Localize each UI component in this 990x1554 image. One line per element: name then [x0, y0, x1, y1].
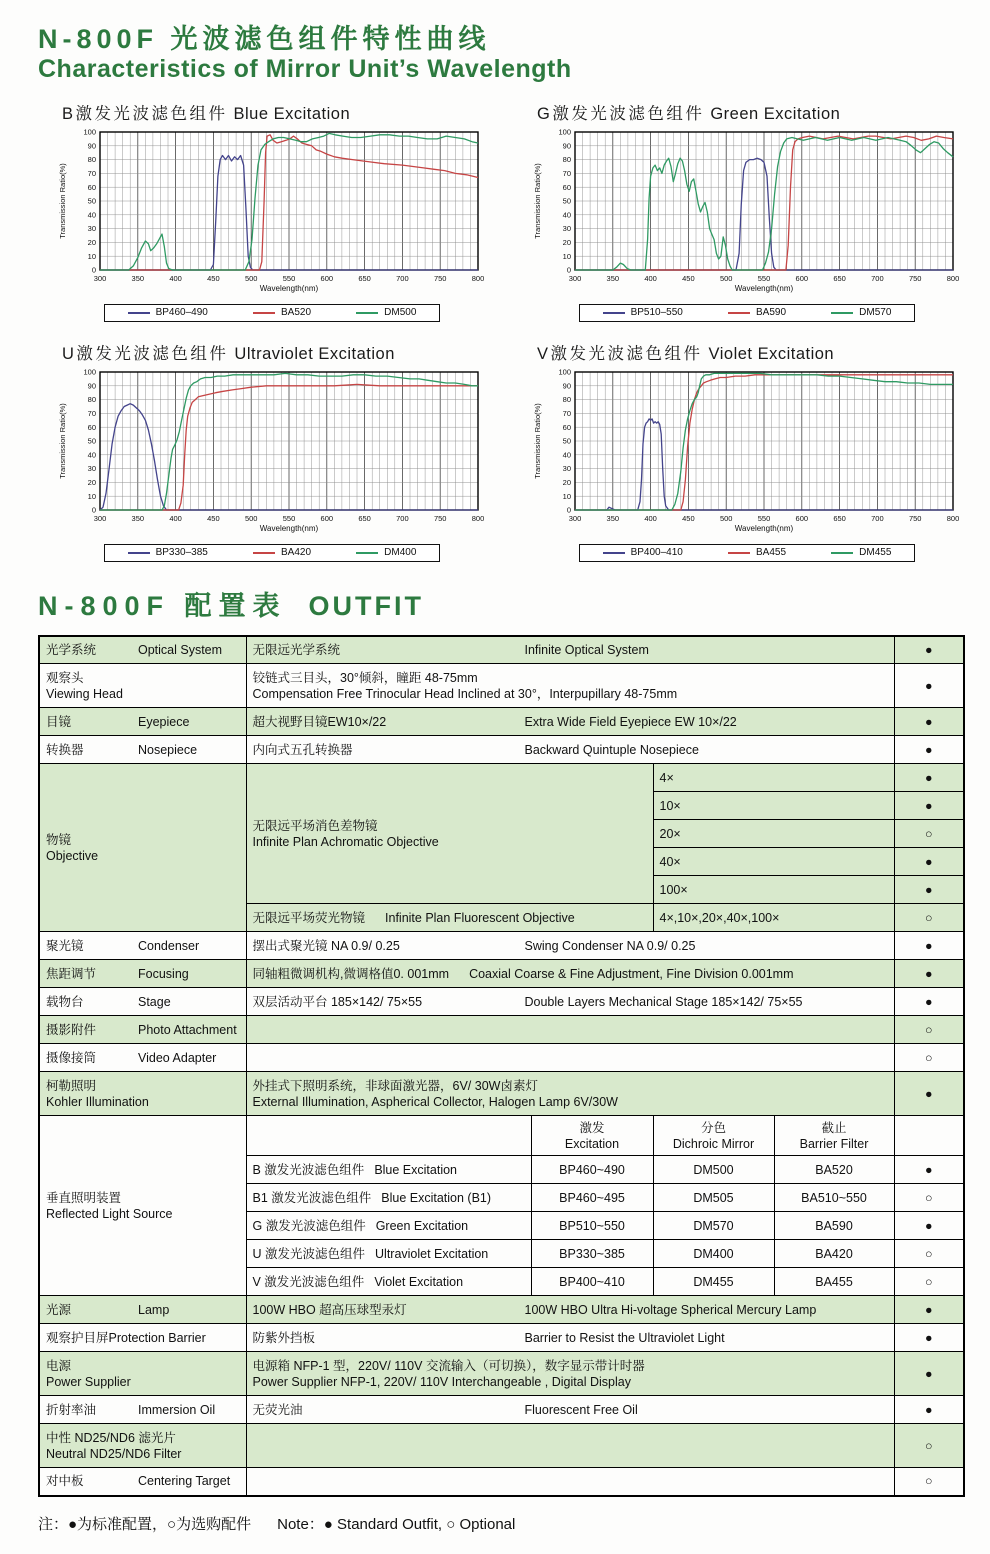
centering-target-mark: ○ — [894, 1468, 964, 1496]
svg-text:40: 40 — [87, 450, 96, 460]
filter-green-name: G 激发光波滤色组件 Green Excitation — [246, 1212, 531, 1240]
photo-attachment-desc — [246, 1016, 894, 1044]
svg-text:50: 50 — [562, 196, 571, 206]
svg-text:500: 500 — [244, 513, 258, 523]
stage-desc: 双层活动平台 185×142/ 75×55 Double Layers Mechanical Stage 185×142/ 75×55 — [246, 988, 894, 1016]
legend-line-swatch — [831, 552, 853, 554]
chart-title-green-en: Green Excitation — [710, 104, 841, 123]
legend-line-swatch — [253, 552, 275, 554]
row-video-adapter — [39, 1044, 964, 1072]
condenser-desc: 摆出式聚光镜 NA 0.9/ 0.25 Swing Condenser NA 0.9/ 0.25 — [246, 932, 894, 960]
filter-header-dichroic: 分色 Dichroic Mirror — [653, 1116, 774, 1156]
objective-mag-10x-mark: ● — [894, 792, 964, 820]
legend-label: DM500 — [384, 307, 417, 319]
filter-blue-excitation: BP460~490 — [531, 1156, 653, 1184]
optical-system-label — [39, 636, 246, 664]
svg-text:60: 60 — [87, 182, 96, 192]
svg-text:0: 0 — [91, 265, 96, 275]
svg-text:Transmission Ratio(%): Transmission Ratio(%) — [533, 403, 542, 479]
svg-text:Wavelength(nm): Wavelength(nm) — [259, 283, 319, 293]
objective-mag-20x: 20× — [653, 820, 894, 848]
svg-text:550: 550 — [757, 513, 771, 523]
objective-mag-100x-mark: ● — [894, 876, 964, 904]
immersion-oil-label: 折射率油 Immersion Oil — [39, 1396, 246, 1424]
svg-text:750: 750 — [908, 273, 922, 283]
viewing-head-desc: 铰链式三目头，30°倾斜，瞳距 48-75mm Compensation Free Trinocular Head Inclined at 30°，Interpupillary 48-75mm — [246, 664, 894, 708]
legend-label: DM570 — [859, 307, 892, 319]
svg-text:90: 90 — [87, 141, 96, 151]
legend-item — [831, 547, 891, 558]
legend-item — [831, 307, 891, 318]
legend-label: BA590 — [755, 307, 787, 319]
legend-item — [253, 547, 311, 558]
chart-title-ultraviolet-en: Ultraviolet Excitation — [234, 344, 395, 363]
chart-title-green-zh: G激发光波滤色组件 — [537, 104, 705, 123]
legend-label: BP400–410 — [630, 547, 683, 559]
svg-text:400: 400 — [169, 513, 182, 523]
objective-mag-4x-mark: ● — [894, 764, 964, 792]
svg-text:Transmission Ratio(%): Transmission Ratio(%) — [533, 163, 542, 239]
row-eyepiece — [39, 708, 964, 736]
legend-line-swatch — [728, 312, 750, 314]
photo-attachment-mark: ○ — [894, 1016, 964, 1044]
filter-blue-barrier: BA520 — [774, 1156, 894, 1184]
legend-label: BP460–490 — [155, 307, 208, 319]
svg-text:100: 100 — [83, 127, 96, 137]
svg-text:50: 50 — [562, 436, 571, 446]
svg-text:800: 800 — [946, 513, 960, 523]
svg-text:400: 400 — [644, 513, 657, 523]
svg-text:20: 20 — [562, 477, 571, 487]
svg-text:0: 0 — [566, 505, 571, 515]
row-immersion-oil — [39, 1396, 964, 1424]
svg-text:650: 650 — [833, 273, 846, 283]
objective-label: 物镜 Objective — [39, 764, 246, 932]
chart-block-blue-excitation — [56, 100, 486, 322]
chart-title-green — [537, 100, 961, 124]
page-title-zh: N-800F 光波滤色组件特性曲线 — [38, 24, 491, 54]
outfit-heading-zh: N-800F 配置表 — [38, 590, 287, 621]
objective-mag-20x-mark: ○ — [894, 820, 964, 848]
row-objective-4x — [39, 764, 964, 792]
photo-attachment-label: 摄影附件 Photo Attachment — [39, 1016, 246, 1044]
chart-block-ultraviolet-excitation — [56, 340, 486, 562]
legend-label: BA520 — [280, 307, 312, 319]
svg-text:0: 0 — [566, 265, 571, 275]
filter-violet-excitation: BP400~410 — [531, 1268, 653, 1296]
row-power-supplier — [39, 1352, 964, 1396]
svg-text:800: 800 — [946, 273, 960, 283]
svg-text:80: 80 — [87, 154, 96, 164]
chart-title-ultraviolet-zh: U激发光波滤色组件 — [62, 344, 229, 363]
centering-target-label: 对中板 Centering Target — [39, 1468, 246, 1496]
focusing-mark: ● — [894, 960, 964, 988]
protection-barrier-label: 观察护目屏Protection Barrier — [39, 1324, 246, 1352]
stage-mark: ● — [894, 988, 964, 1016]
filter-ultraviolet-excitation: BP330~385 — [531, 1240, 653, 1268]
svg-text:Wavelength(nm): Wavelength(nm) — [259, 523, 319, 533]
legend-label: BA420 — [280, 547, 312, 559]
optical-system-label-zh: 光学系统 — [46, 642, 97, 657]
svg-text:40: 40 — [562, 210, 571, 220]
eyepiece-label: 目镜 Eyepiece — [39, 708, 246, 736]
svg-text:300: 300 — [93, 273, 107, 283]
eyepiece-mark: ● — [894, 708, 964, 736]
legend-line-swatch — [831, 312, 853, 314]
page-title-en: Characteristics of Mirror Unit’s Wavelength — [38, 55, 572, 84]
legend-line-swatch — [728, 552, 750, 554]
svg-text:400: 400 — [169, 273, 182, 283]
filter-green-dichroic: DM570 — [653, 1212, 774, 1240]
svg-text:70: 70 — [87, 168, 96, 178]
neutral-filter-desc — [246, 1424, 894, 1468]
legend-item — [128, 547, 208, 558]
row-stage — [39, 988, 964, 1016]
chart-title-violet-en: Violet Excitation — [708, 344, 835, 363]
svg-text:20: 20 — [562, 237, 571, 247]
svg-text:350: 350 — [606, 513, 620, 523]
kohler-label: 柯勒照明 Kohler Illumination — [39, 1072, 246, 1116]
svg-text:750: 750 — [433, 513, 447, 523]
legend-label: BP330–385 — [155, 547, 208, 559]
svg-text:60: 60 — [87, 422, 96, 432]
ultraviolet-excitation-chart — [56, 367, 486, 542]
legend-label: DM455 — [859, 547, 892, 559]
power-supplier-mark: ● — [894, 1352, 964, 1396]
svg-text:500: 500 — [244, 273, 258, 283]
svg-text:300: 300 — [93, 513, 107, 523]
legend-item — [253, 307, 311, 318]
objective-fluorescent-mags: 4×,10×,20×,40×,100× — [653, 904, 894, 932]
chart-block-violet-excitation — [531, 340, 961, 562]
chart-title-blue-en: Blue Excitation — [233, 104, 351, 123]
nosepiece-mark: ● — [894, 736, 964, 764]
svg-text:800: 800 — [471, 273, 485, 283]
objective-mag-4x: 4× — [653, 764, 894, 792]
condenser-label: 聚光镜 Condenser — [39, 932, 246, 960]
svg-text:550: 550 — [282, 273, 296, 283]
green-excitation-chart — [531, 127, 961, 302]
row-filter-header — [39, 1116, 964, 1156]
ultraviolet-excitation-legend — [104, 544, 440, 562]
svg-text:700: 700 — [871, 273, 884, 283]
condenser-mark: ● — [894, 932, 964, 960]
row-neutral-filter — [39, 1424, 964, 1468]
charts-section — [38, 100, 963, 562]
outfit-heading — [38, 584, 963, 623]
objective-fluorescent-mark: ○ — [894, 904, 964, 932]
video-adapter-mark: ○ — [894, 1044, 964, 1072]
blue-excitation-chart — [56, 127, 486, 302]
optical-system-label-en: Optical System — [138, 642, 223, 657]
svg-text:80: 80 — [87, 394, 96, 404]
immersion-oil-mark: ● — [894, 1396, 964, 1424]
svg-text:10: 10 — [562, 251, 571, 261]
svg-text:Transmission Ratio(%): Transmission Ratio(%) — [58, 403, 67, 479]
svg-text:550: 550 — [282, 513, 296, 523]
svg-text:700: 700 — [871, 513, 884, 523]
focusing-desc: 同轴粗微调机构,微调格值0. 001mm Coaxial Coarse & Fine Adjustment, Fine Division 0.001mm — [246, 960, 894, 988]
legend-line-swatch — [356, 312, 378, 314]
objective-fluorescent-desc: 无限远平场荧光物镜 Infinite Plan Fluorescent Objective — [246, 904, 653, 932]
legend-line-swatch — [128, 552, 150, 554]
svg-text:700: 700 — [396, 513, 409, 523]
svg-text:40: 40 — [87, 210, 96, 220]
svg-text:650: 650 — [833, 513, 846, 523]
svg-text:600: 600 — [320, 273, 334, 283]
svg-text:90: 90 — [562, 141, 571, 151]
svg-text:Wavelength(nm): Wavelength(nm) — [734, 523, 794, 533]
blue-excitation-legend — [104, 304, 440, 322]
chart-title-ultraviolet — [62, 340, 486, 364]
neutral-filter-mark: ○ — [894, 1424, 964, 1468]
chart-block-green-excitation — [531, 100, 961, 322]
svg-text:10: 10 — [87, 251, 96, 261]
filter-violet-mark: ○ — [894, 1268, 964, 1296]
svg-text:30: 30 — [87, 463, 96, 473]
filter-ultraviolet-dichroic: DM400 — [653, 1240, 774, 1268]
row-optical-system — [39, 636, 964, 664]
kohler-desc: 外挂式下照明系统，非球面激光器，6V/ 30W卤素灯 External Illumination, Aspherical Collector, Halogen Lamp 6V/30W — [246, 1072, 894, 1116]
svg-text:50: 50 — [87, 196, 96, 206]
svg-text:Transmission Ratio(%): Transmission Ratio(%) — [58, 163, 67, 239]
svg-text:600: 600 — [795, 513, 809, 523]
svg-text:400: 400 — [644, 273, 657, 283]
power-supplier-desc: 电源箱 NFP-1 型，220V/ 110V 交流输入（可切换），数字显示带计时器 Power Supplier NFP-1, 220V/ 110V Interchangeable , Digital Display — [246, 1352, 894, 1396]
immersion-oil-desc: 无荧光油 Fluorescent Free Oil — [246, 1396, 894, 1424]
protection-barrier-mark: ● — [894, 1324, 964, 1352]
svg-text:100: 100 — [558, 367, 571, 377]
svg-text:600: 600 — [320, 513, 334, 523]
filter-green-excitation: BP510~550 — [531, 1212, 653, 1240]
svg-text:450: 450 — [207, 273, 220, 283]
svg-text:80: 80 — [562, 154, 571, 164]
centering-target-desc — [246, 1468, 894, 1496]
legend-label: BP510–550 — [630, 307, 683, 319]
legend-line-swatch — [128, 312, 150, 314]
optical-system-mark: ● — [894, 636, 964, 664]
objective-mag-100x: 100× — [653, 876, 894, 904]
row-nosepiece — [39, 736, 964, 764]
legend-line-swatch — [603, 312, 625, 314]
filter-blue-dichroic: DM500 — [653, 1156, 774, 1184]
svg-text:650: 650 — [358, 273, 371, 283]
main-header — [38, 24, 963, 84]
svg-text:350: 350 — [606, 273, 620, 283]
objective-mag-10x: 10× — [653, 792, 894, 820]
legend-item — [356, 547, 416, 558]
row-centering-target — [39, 1468, 964, 1496]
svg-text:40: 40 — [562, 450, 571, 460]
legend-item — [603, 547, 683, 558]
svg-text:450: 450 — [682, 513, 695, 523]
svg-text:650: 650 — [358, 513, 371, 523]
legend-item — [728, 547, 786, 558]
footnote-en: Note：● Standard Outfit, ○ Optional — [277, 1515, 516, 1533]
svg-text:0: 0 — [91, 505, 96, 515]
svg-text:750: 750 — [908, 513, 922, 523]
filter-green-mark: ● — [894, 1212, 964, 1240]
svg-text:90: 90 — [87, 381, 96, 391]
legend-line-swatch — [253, 312, 275, 314]
objective-mag-40x-mark: ● — [894, 848, 964, 876]
svg-text:60: 60 — [562, 182, 571, 192]
legend-item — [356, 307, 416, 318]
filter-blue-b1-mark: ○ — [894, 1184, 964, 1212]
svg-text:300: 300 — [568, 513, 582, 523]
svg-text:70: 70 — [87, 408, 96, 418]
video-adapter-desc — [246, 1044, 894, 1072]
violet-excitation-legend — [579, 544, 915, 562]
row-condenser — [39, 932, 964, 960]
filter-violet-barrier: BA455 — [774, 1268, 894, 1296]
svg-text:350: 350 — [131, 273, 145, 283]
filter-blue-b1-name: B1 激发光波滤色组件 Blue Excitation (B1) — [246, 1184, 531, 1212]
svg-text:Wavelength(nm): Wavelength(nm) — [734, 283, 794, 293]
filter-blue-name: B 激发光波滤色组件 Blue Excitation — [246, 1156, 531, 1184]
outfit-table — [38, 635, 965, 1497]
svg-text:30: 30 — [87, 223, 96, 233]
svg-text:70: 70 — [562, 168, 571, 178]
row-photo-attachment — [39, 1016, 964, 1044]
objective-mag-40x: 40× — [653, 848, 894, 876]
footnote-zh: 注：●为标准配置，○为选购配件 — [38, 1515, 252, 1533]
svg-text:20: 20 — [87, 237, 96, 247]
kohler-mark: ● — [894, 1072, 964, 1116]
svg-text:450: 450 — [682, 273, 695, 283]
nosepiece-desc: 内向式五孔转换器 Backward Quintuple Nosepiece — [246, 736, 894, 764]
chart-title-violet-zh: V激发光波滤色组件 — [537, 344, 703, 363]
video-adapter-label: 摄像接筒 Video Adapter — [39, 1044, 246, 1072]
lamp-mark: ● — [894, 1296, 964, 1324]
svg-text:60: 60 — [562, 422, 571, 432]
row-kohler-illumination — [39, 1072, 964, 1116]
filter-blue-mark: ● — [894, 1156, 964, 1184]
row-viewing-head — [39, 664, 964, 708]
row-protection-barrier — [39, 1324, 964, 1352]
svg-text:600: 600 — [795, 273, 809, 283]
viewing-head-mark: ● — [894, 664, 964, 708]
legend-line-swatch — [356, 552, 378, 554]
protection-barrier-desc: 防紫外挡板 Barrier to Resist the Ultraviolet Light — [246, 1324, 894, 1352]
svg-text:750: 750 — [433, 273, 447, 283]
filter-blue-b1-excitation: BP460~495 — [531, 1184, 653, 1212]
svg-text:80: 80 — [562, 394, 571, 404]
chart-title-violet — [537, 340, 961, 364]
nosepiece-label: 转换器 Nosepiece — [39, 736, 246, 764]
eyepiece-desc: 超大视野目镜EW10×/22 Extra Wide Field Eyepiece EW 10×/22 — [246, 708, 894, 736]
chart-title-blue-zh: B激发光波滤色组件 — [62, 104, 228, 123]
svg-text:100: 100 — [558, 127, 571, 137]
svg-text:800: 800 — [471, 513, 485, 523]
svg-text:500: 500 — [719, 513, 733, 523]
svg-text:10: 10 — [87, 491, 96, 501]
legend-label: BA455 — [755, 547, 787, 559]
legend-item — [128, 307, 208, 318]
svg-text:450: 450 — [207, 513, 220, 523]
filter-header-barrier: 截止 Barrier Filter — [774, 1116, 894, 1156]
svg-text:20: 20 — [87, 477, 96, 487]
viewing-head-label: 观察头 Viewing Head — [39, 664, 246, 708]
neutral-filter-label: 中性 ND25/ND6 滤光片 Neutral ND25/ND6 Filter — [39, 1424, 246, 1468]
legend-item — [603, 307, 683, 318]
filter-violet-name: V 激发光波滤色组件 Violet Excitation — [246, 1268, 531, 1296]
filter-blue-b1-dichroic: DM505 — [653, 1184, 774, 1212]
filter-ultraviolet-name: U 激发光波滤色组件 Ultraviolet Excitation — [246, 1240, 531, 1268]
violet-excitation-chart — [531, 367, 961, 542]
svg-text:300: 300 — [568, 273, 582, 283]
filter-header-empty — [246, 1116, 531, 1156]
svg-text:30: 30 — [562, 223, 571, 233]
svg-text:550: 550 — [757, 273, 771, 283]
lamp-label: 光源 Lamp — [39, 1296, 246, 1324]
green-excitation-legend — [579, 304, 915, 322]
filter-header-mark-empty — [894, 1116, 964, 1156]
power-supplier-label: 电源 Power Supplier — [39, 1352, 246, 1396]
svg-text:350: 350 — [131, 513, 145, 523]
legend-item — [728, 307, 786, 318]
outfit-heading-en: OUTFIT — [308, 590, 425, 621]
filter-green-barrier: BA590 — [774, 1212, 894, 1240]
svg-text:70: 70 — [562, 408, 571, 418]
filter-ultraviolet-barrier: BA420 — [774, 1240, 894, 1268]
filter-ultraviolet-mark: ○ — [894, 1240, 964, 1268]
stage-label: 载物台 Stage — [39, 988, 246, 1016]
svg-text:700: 700 — [396, 273, 409, 283]
svg-text:10: 10 — [562, 491, 571, 501]
legend-label: DM400 — [384, 547, 417, 559]
optical-system-desc: 无限远光学系统 Infinite Optical System — [246, 636, 894, 664]
svg-text:50: 50 — [87, 436, 96, 446]
row-focusing — [39, 960, 964, 988]
lamp-desc: 100W HBO 超高压球型汞灯 100W HBO Ultra Hi-voltage Spherical Mercury Lamp — [246, 1296, 894, 1324]
svg-text:90: 90 — [562, 381, 571, 391]
chart-title-blue — [62, 100, 486, 124]
svg-text:100: 100 — [83, 367, 96, 377]
filter-violet-dichroic: DM455 — [653, 1268, 774, 1296]
legend-line-swatch — [603, 552, 625, 554]
row-lamp — [39, 1296, 964, 1324]
reflected-light-source-label: 垂直照明装置 Reflected Light Source — [39, 1116, 246, 1296]
objective-achromatic-desc: 无限远平场消色差物镜 Infinite Plan Achromatic Objective — [246, 764, 653, 904]
focusing-label: 焦距调节 Focusing — [39, 960, 246, 988]
svg-text:30: 30 — [562, 463, 571, 473]
filter-header-excitation: 激发 Excitation — [531, 1116, 653, 1156]
filter-blue-b1-barrier: BA510~550 — [774, 1184, 894, 1212]
svg-text:500: 500 — [719, 273, 733, 283]
footnote — [38, 1513, 963, 1534]
